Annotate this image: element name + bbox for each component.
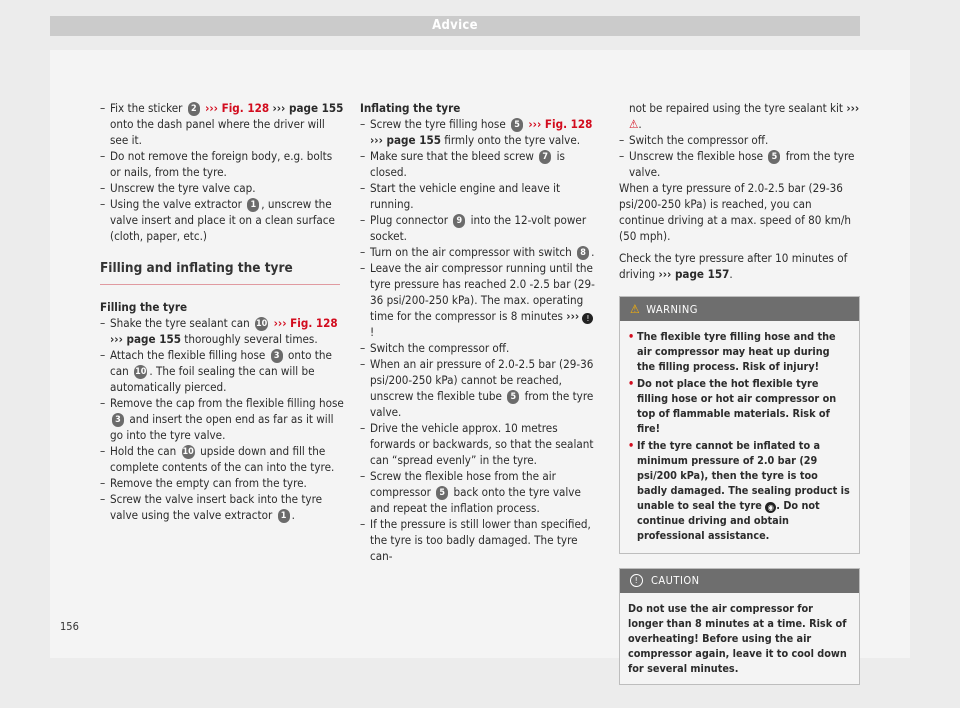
callout-number: 5: [511, 118, 523, 132]
list-item-continued: not be repaired using the tyre sealant kit ››› ⚠.: [629, 101, 860, 131]
caution-header: ! CAUTION: [620, 569, 859, 593]
list-item: – Screw the flexible hose from the air compressor 5 back onto the tyre valve and repeat the inflation process.: [360, 469, 581, 515]
tyre-symbol-icon: ◉: [765, 502, 776, 513]
page-link[interactable]: ››› page 155: [110, 332, 181, 346]
page-link[interactable]: ››› page 155: [370, 133, 441, 147]
list-item: – Unscrew the flexible hose 5 from the tyre valve.: [619, 149, 855, 179]
paragraph: When a tyre pressure of 2.0-2.5 bar (29-36 psi/200-250 kPa) is reached, you can continue driving at a max. speed of 80 km/h (50 mph).: [619, 181, 852, 243]
section-heading: Filling and inflating the tyre: [100, 248, 340, 285]
figure-link[interactable]: ››› Fig. 128: [205, 101, 270, 115]
callout-number: 1: [278, 509, 290, 523]
list-item: – Screw the tyre filling hose 5 ››› Fig. 128 ››› page 155 firmly onto the tyre valve.: [360, 117, 593, 147]
warning-body: [620, 321, 859, 553]
attention-icon: !: [582, 313, 593, 324]
page-number: 156: [60, 620, 79, 633]
list-item: – Unscrew the tyre valve cap.: [100, 181, 256, 195]
figure-link[interactable]: ››› Fig. 128: [273, 316, 338, 330]
callout-number: 2: [188, 102, 200, 116]
callout-number: 5: [768, 150, 780, 164]
warning-link[interactable]: ›››: [846, 101, 860, 115]
list-item: – Leave the air compressor running until the tyre pressure has reached 2.0 -2.5 bar (29-36 psi/200-250 kPa). The max. operating time for the compressor is 8 minutes ››› ! !: [360, 261, 595, 339]
callout-number: 9: [453, 214, 465, 228]
callout-number: 10: [256, 319, 268, 329]
caution-info-icon: !: [630, 574, 643, 587]
column-left: [100, 100, 345, 523]
callout-number: 5: [507, 390, 519, 404]
callout-number: 7: [539, 150, 551, 164]
warning-bullet: • Do not place the hot flexible tyre filling hose or hot air compressor on top of flammable materials. Risk of fire!: [628, 377, 837, 435]
warning-triangle-icon: ⚠: [630, 302, 641, 316]
callout-number: 10: [135, 367, 147, 377]
list-item: – When an air pressure of 2.0-2.5 bar (29-36 psi/200-250 kPa) cannot be reached, unscrew the flexible tube 5 from the tyre valve.: [360, 357, 594, 419]
warning-header: ⚠ WARNING: [620, 297, 859, 321]
figure-link[interactable]: ››› Fig. 128: [528, 117, 593, 131]
list-item: – Remove the cap from the flexible filling hose 3 and insert the open end as far as it will go into the tyre valve.: [100, 396, 344, 442]
list-item: – Using the valve extractor 1 , unscrew the valve insert and place it on a clean surface (cloth, paper, etc.): [100, 197, 335, 243]
list-item: – Switch the compressor off.: [360, 341, 510, 355]
caution-body: Do not use the air compressor for longer than 8 minutes at a time. Risk of overheating! Before using the air compressor again, leave it to cool down for several minutes.: [628, 602, 847, 675]
warning-bullet: • If the tyre cannot be inflated to a minimum pressure of 2.0 bar (29 psi/200 kPa), then the tyre is too badly damaged. The sealing product is unable to seal the tyre ◉ . Do not continue driving and obtain professional assistance.: [628, 439, 850, 542]
list-item: – Make sure that the bleed screw 7 is closed.: [360, 149, 565, 179]
list-item: – Start the vehicle engine and leave it running.: [360, 181, 561, 211]
list-item: – Plug connector 9 into the 12-volt power socket.: [360, 213, 587, 243]
list-item: – If the pressure is still lower than specified, the tyre is too badly damaged. The tyre can-: [360, 517, 591, 563]
callout-number: 1: [247, 198, 259, 212]
warning-bullet: • The flexible tyre filling hose and the air compressor may heat up during the filling process. Risk of injury!: [628, 330, 836, 373]
list-item: – Do not remove the foreign body, e.g. bolts or nails, from the tyre.: [100, 149, 333, 179]
callout-number: 8: [577, 246, 589, 260]
subheading: Filling the tyre: [100, 300, 188, 314]
list-item: – Hold the can 10 upside down and fill the complete contents of the can into the tyre.: [100, 444, 335, 474]
list-item: – Switch the compressor off.: [619, 133, 769, 147]
callout-number: 3: [112, 413, 124, 427]
list-item: – Turn on the air compressor with switch 8 .: [360, 245, 595, 259]
warning-box: [619, 296, 860, 554]
warning-link[interactable]: ›››: [566, 309, 580, 323]
section-header: Advice: [50, 16, 860, 36]
callout-number: 3: [271, 349, 283, 363]
column-right: [619, 100, 860, 685]
page-link[interactable]: ››› page 155: [272, 101, 344, 115]
callout-number: 10: [182, 447, 194, 457]
list-item: – Fix the sticker 2 ››› Fig. 128 ››› page 155 onto the dash panel where the driver will see it.: [100, 101, 344, 147]
column-middle: [360, 100, 600, 564]
paragraph: Check the tyre pressure after 10 minutes of driving ››› page 157.: [619, 251, 848, 281]
callout-number: 5: [436, 486, 448, 500]
page-link[interactable]: ››› page 157: [658, 267, 730, 281]
warning-triangle-icon: ⚠: [629, 117, 639, 131]
list-item: – Drive the vehicle approx. 10 metres forwards or backwards, so that the sealant can “spread evenly” in the tyre.: [360, 421, 594, 467]
list-item: – Shake the tyre sealant can 10 ››› Fig. 128 ››› page 155 thoroughly several times.: [100, 316, 338, 346]
subheading: Inflating the tyre: [360, 101, 461, 115]
list-item: – Screw the valve insert back into the tyre valve using the valve extractor 1 .: [100, 492, 323, 522]
list-item: – Attach the flexible filling hose 3 onto the can 10 . The foil sealing the can will be automatically pierced.: [100, 348, 332, 394]
list-item: – Remove the empty can from the tyre.: [100, 476, 307, 490]
caution-box: [619, 568, 860, 685]
